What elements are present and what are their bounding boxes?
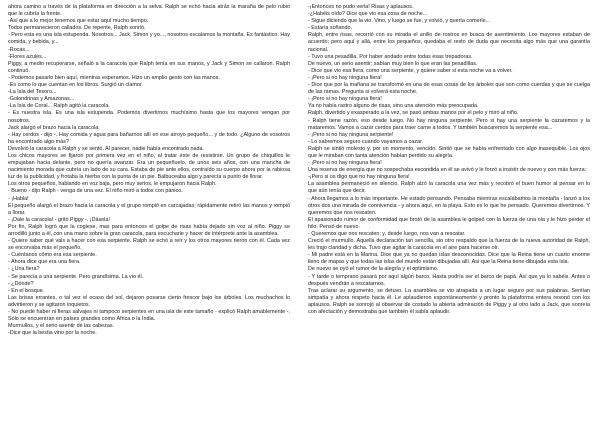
- paragraph: Piggy, a medio recuperarse, señaló a la caracola que Ralph tenía en sus manos, y Jack y Simon se callaron. Ralph continuó.: [8, 60, 290, 74]
- paragraph: ahora camino a través de la plataforma en dirección a la selva. Ralph se echó hacia atrás la maraña de pelo rubio que le cubría la frente.: [8, 4, 290, 18]
- paragraph: - No puede haber ni fieras salvajes ni tampoco serpientes en una isla de este tamaño - explicó Ralph amablemente -. Sólo se encuentran en países grandes como África o la India.: [8, 309, 290, 323]
- paragraph: La asamblea permaneció en silencio. Ralph alzó la caracola una vez más y recobró el buen humor al pensar en lo que aún tenía que decir.: [308, 181, 590, 195]
- paragraph: -La Isla del Tesoro...: [8, 89, 57, 96]
- paragraph: - ¿Dónde?: [8, 280, 34, 287]
- paragraph: - Y tarde o temprano pasará por aquí algún barco. Hasta podría ser el barco de papá. Así que ya lo sabéis. Antes o después vendrán a rescatarnos.: [308, 273, 590, 287]
- paragraph: Ralph, entre risas, recorrió con su mirada el anillo de rostros en busca de asentimiento. Los mayores estaban de acuerdo; pero aquí y allá, entre los pequeños, quedaba el resto de duda que necesita algo más que una garantía racional.: [308, 32, 590, 53]
- paragraph: - Cuéntanos cómo era esa serpiente.: [8, 252, 97, 259]
- paragraph: Ya no había rastro alguno de risas, sino una atención más preocupada.: [308, 103, 479, 110]
- paragraph: De nuevo se oyó el rumor de la alegría y el optimismo.: [308, 266, 439, 273]
- paragraph: - Hay cerdos - dijo -. Hay comida y agua para bañarnos allí en ese arroyo pequeño... y de todo. ¿Alguno de vosotros ha encontrado algo más?: [8, 131, 290, 145]
- paragraph: - ¡Habla!: [8, 195, 29, 202]
- paragraph: - Dice que vio esa fiera, como una serpiente, y quiere saber si esta noche va a volver.: [308, 67, 513, 74]
- paragraph: - Dice que por la mañana se transformó en una de esas cosas de los árboles que son como cuerdas y que se cuelga de las ramas. Pregunta si volverá esta noche.: [308, 82, 590, 96]
- paragraph: - ¡Pero si no hay ninguna fiera!: [308, 160, 382, 167]
- paragraph: -Flores azules...: [8, 53, 47, 60]
- paragraph: - Pero esta es una isla estupenda. Nosotros... Jack, Simon y yo..., nosotros escalamos la montaña. Es fantástico. Hay comida, y bebida, y...: [8, 32, 290, 46]
- paragraph: -¿Habéis oído? Dice que vio esa cosa de noche...: [308, 11, 428, 18]
- paragraph: -Es como lo que cuentan en los libros. Surgió un clamor.: [8, 82, 143, 89]
- paragraph: Las brisas errantes, o tal vez el ocaso del sol, dejaron posarse cierto frescor bajo los árboles. Los muchachos lo advirtieron y se agitaron inquietos.: [8, 294, 290, 308]
- paragraph: -La Isla de Coral... Ralph agitó la caracola.: [8, 103, 110, 110]
- paragraph: Devolvió la caracola a Ralph y se sentó. Al parecer, nadie había encontrado nada.: [8, 145, 204, 152]
- paragraph: Los chicos mayores se fijaron por primera vez en el niño, al tratar éste de resistirse. Un grupo de chiquillos le empujaban hacia delante, pero no quería avanzar. Era un pequeñuelo, de unos seis años, con una mancha de nacimiento morada que cubría un lado de su cara. Estaba de pie ante ellos, contraído su cuerpo ahora por la rabiosa luz de la publicidad, y frotaba la hierba con la punta de un pie. Balbuceaba algo y parecía a punto de llorar.: [8, 152, 290, 181]
- paragraph: - Estaría soñando.: [308, 25, 353, 32]
- paragraph: - Quiere saber qué vais a hacer con esa serpiente. Ralph se echó a reír y los otros mayores rieron con él. Cada vez se encorvaba más el pequeño.: [8, 238, 290, 252]
- paragraph: - Tuvo una pesadilla. Por haber andado entre todas esas trepadoras.: [308, 53, 473, 60]
- paragraph: - Queremos que nos rescaten; y, desde luego, nos van a rescatar.: [308, 231, 466, 237]
- paragraph: Creció el murmullo. Aquella declaración tan sencilla, sin otro respaldo que la fuerza de la nueva autoridad de Ralph, les trajo claridad y dicha. Tuvo que agitar la caracola en el aire para hacerse oír.: [308, 238, 590, 252]
- paragraph: -Así que a lo mejor tenemos que estar aquí mucho tiempo.: [8, 18, 149, 25]
- paragraph: - ¡Dale la caracola! - gritó Piggy -. ¡Dásela!: [8, 216, 110, 223]
- paragraph: Murmullos, y el serio asentir de las cabezas.: [8, 323, 115, 330]
- paragraph: -Golondrinas y Amazonas...: [8, 96, 75, 103]
- paragraph: - Ahora dice que era una fiera.: [8, 259, 81, 266]
- paragraph: - Mi padre está en la Marina. Dice que ya no quedan islas desconocidas. Dice que la Reina tiene un cuarto enorme lleno de mapas y que todas las islas del mundo están dibujadas allí. Así que la Reina tiene dibujada esta isla.: [308, 252, 590, 266]
- paragraph: - Sigue diciendo que la vio. Vino, y luego se fue, y volvió, y quería comerle...: [308, 18, 491, 25]
- paragraph: Ralph, divertido y exasperado a la vez, se pasó ambas manos por el pelo y miró al niño.: [308, 110, 519, 117]
- paragraph: - ¡Pero si no hay ninguna fiera!: [308, 74, 382, 81]
- paragraph: - En el bosque.: [8, 287, 45, 294]
- paragraph: -¡Entonces no pudo verla! Risas y aplausos.: [308, 4, 414, 10]
- paragraph: - Lo sabremos seguro cuando vayamos a cazar.: [308, 138, 424, 145]
- paragraph: Una reserva de energía que no sospechaba escondida en él se avivó y le forzó a insistir de nuevo y con más fuerza:: [308, 167, 587, 174]
- paragraph: - Ahora llegamos a lo más importante. He estado pensando. Pensaba mientras escalábamos la montaña - lanzó a los otros dos una mirada de connivencia - y ahora aquí, en la playa. Esto es lo que he pensado. Queremos divertirnos. Y queremos que nos rescaten.: [308, 195, 590, 216]
- paragraph: - Es nuestra isla. Es una isla estupenda. Podemos divertirnos muchísimo hasta que los mayores vengan por nosotros.: [8, 110, 290, 124]
- paragraph: El apasionado rumor de conformidad que brotó de la asamblea le golpeó con la fuerza de una ola y le hizo perder el hilo. Pensó de nuevo.: [308, 216, 590, 230]
- right-column: [308, 4, 590, 316]
- paragraph: - Bueno - dijo Ralph - venga de una vez. El niño miró a todos con pánico.: [8, 188, 183, 195]
- left-column: [8, 4, 290, 337]
- paragraph: - ¡Pero si no hay ninguna fiera!: [308, 96, 382, 103]
- paragraph: De nuevo, un serio asentir; sabían muy bien lo que eran las pesadillas.: [308, 60, 478, 67]
- paragraph: - Se parecía a una serpiente. Pero grandísima. La vio él.: [8, 273, 144, 280]
- paragraph: - ¿Una fiera?: [8, 266, 40, 273]
- paragraph: -Rocas...: [8, 46, 30, 53]
- paragraph: - Ralph tiene razón, eso desde luego. No hay ninguna serpiente. Pero si hay una serpiente la cazaremos y la mataremos. Vamos a cazar cerdos para traer carne a todos. Y también buscaremos la serpiente esa...: [308, 117, 590, 131]
- paragraph: - Podemos pasarlo bien aquí, mientras esperamos. Hizo un amplio gesto con las manos.: [8, 74, 220, 81]
- paragraph: - ¡Pero si no hay ninguna serpiente!: [308, 131, 394, 138]
- paragraph: El pequeño alargó el brazo hacia la caracola y el grupo rompió en carcajadas; rápidamente retiró las manos y rompió a llorar.: [8, 202, 290, 216]
- paragraph: Todos permanecieron callados. De repente, Ralph sonrió.: [8, 25, 146, 32]
- paragraph: Tras aclarar su argumento, se detuvo. La asamblea se vio atrapada a un lugar seguro por sus palabras. Sentían simpatía y ahora respeto hacia él. Le aplaudieron espontáneamente y pronto la plataforma entera resonó con los aplausos. Ralph se sonrojó al observar de costado la abierta admiración de Piggy y al otro lado a Jack, que sonreía con afectación y demostraba que también él sabía aplaudir.: [308, 287, 590, 316]
- paragraph: Jack alargó el brazo hacia la caracola.: [8, 124, 100, 131]
- paragraph: Ralph se sintió molesto y, por un momento, vencido. Sintió que se había enfrentado con algo inasequible. Los ojos que le miraban con tanta atención habían perdido su alegría.: [308, 145, 590, 159]
- paragraph: -Dice que la bestia vino por la noche.: [8, 330, 97, 337]
- paragraph: Los otros pequeños, hablando en voz baja, pero muy serios, le empujaron hacia Ralph.: [8, 181, 217, 188]
- paragraph: -¡Pero si os digo que no hay ninguna fiera!: [308, 174, 410, 181]
- paragraph: Por fin, Ralph logró que la cogiese, mas para entonces el golpe de risas había dejado sin voz al niño. Piggy se arrodilló junto a él, con una mano sobre la gran caracola, para escucharle y hacer de intérprete ante la asamblea.: [8, 223, 290, 237]
